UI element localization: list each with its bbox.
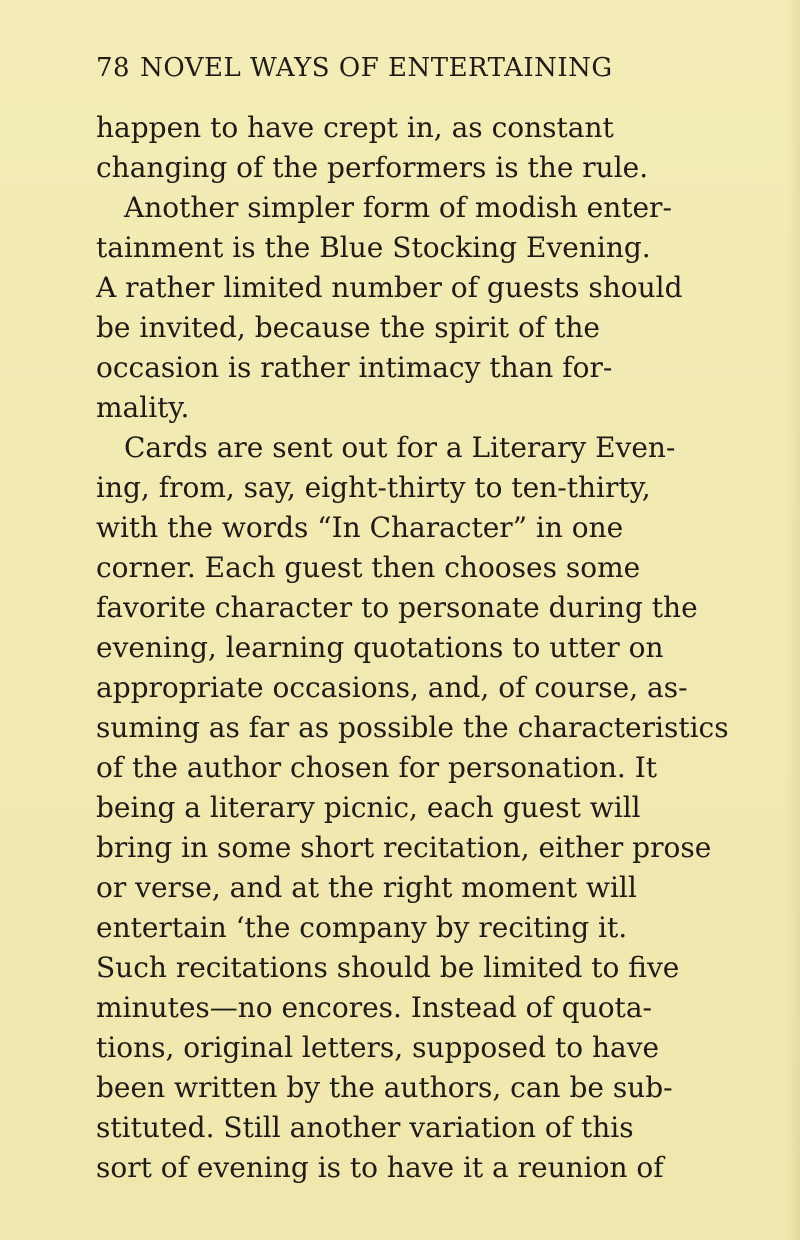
text-line: ing, from, say, eight-thirty to ten-thirty, (96, 471, 651, 504)
text-line: Cards are sent out for a Literary Even- (124, 431, 676, 464)
text-line: be invited, because the spirit of the (96, 311, 600, 344)
body-text (96, 108, 729, 1188)
running-title: NOVEL WAYS OF ENTERTAINING (140, 53, 613, 83)
text-line: been written by the authors, can be sub- (96, 1071, 673, 1104)
text-line: Such recitations should be limited to five (96, 951, 680, 984)
text-line: being a literary picnic, each guest will (96, 791, 641, 824)
text-line: bring in some short recitation, either prose (96, 831, 712, 864)
text-line: tainment is the Blue Stocking Evening. (96, 231, 651, 264)
text-line: minutes—no encores. Instead of quota- (96, 991, 652, 1024)
text-line: mality. (96, 391, 190, 424)
text-line: tions, original letters, supposed to have (96, 1031, 660, 1064)
text-line: corner. Each guest then chooses some (96, 551, 641, 584)
text-line: evening, learning quotations to utter on (96, 631, 664, 664)
text-line: suming as far as possible the characteristics (96, 711, 729, 744)
text-line: Another simpler form of modish enter- (124, 191, 672, 224)
text-line: favorite character to personate during the (96, 591, 698, 624)
text-line: or verse, and at the right moment will (96, 871, 637, 904)
text-line: entertain ‘the company by reciting it. (96, 911, 628, 944)
text-line: of the author chosen for personation. It (96, 751, 658, 784)
text-line: A rather limited number of guests should (96, 271, 683, 304)
text-line: sort of evening is to have it a reunion of (96, 1151, 664, 1184)
text-line: occasion is rather intimacy than for- (96, 351, 613, 384)
text-line: appropriate occasions, and, of course, as- (96, 671, 688, 704)
page-number: 78 (96, 53, 131, 83)
text-line: changing of the performers is the rule. (96, 151, 649, 184)
text-line: with the words “In Character” in one (96, 511, 624, 544)
page-edge-shadow (786, 0, 800, 1240)
text-line: happen to have crept in, as constant (96, 111, 614, 144)
text-line: stituted. Still another variation of this (96, 1111, 634, 1144)
running-head (96, 50, 716, 86)
